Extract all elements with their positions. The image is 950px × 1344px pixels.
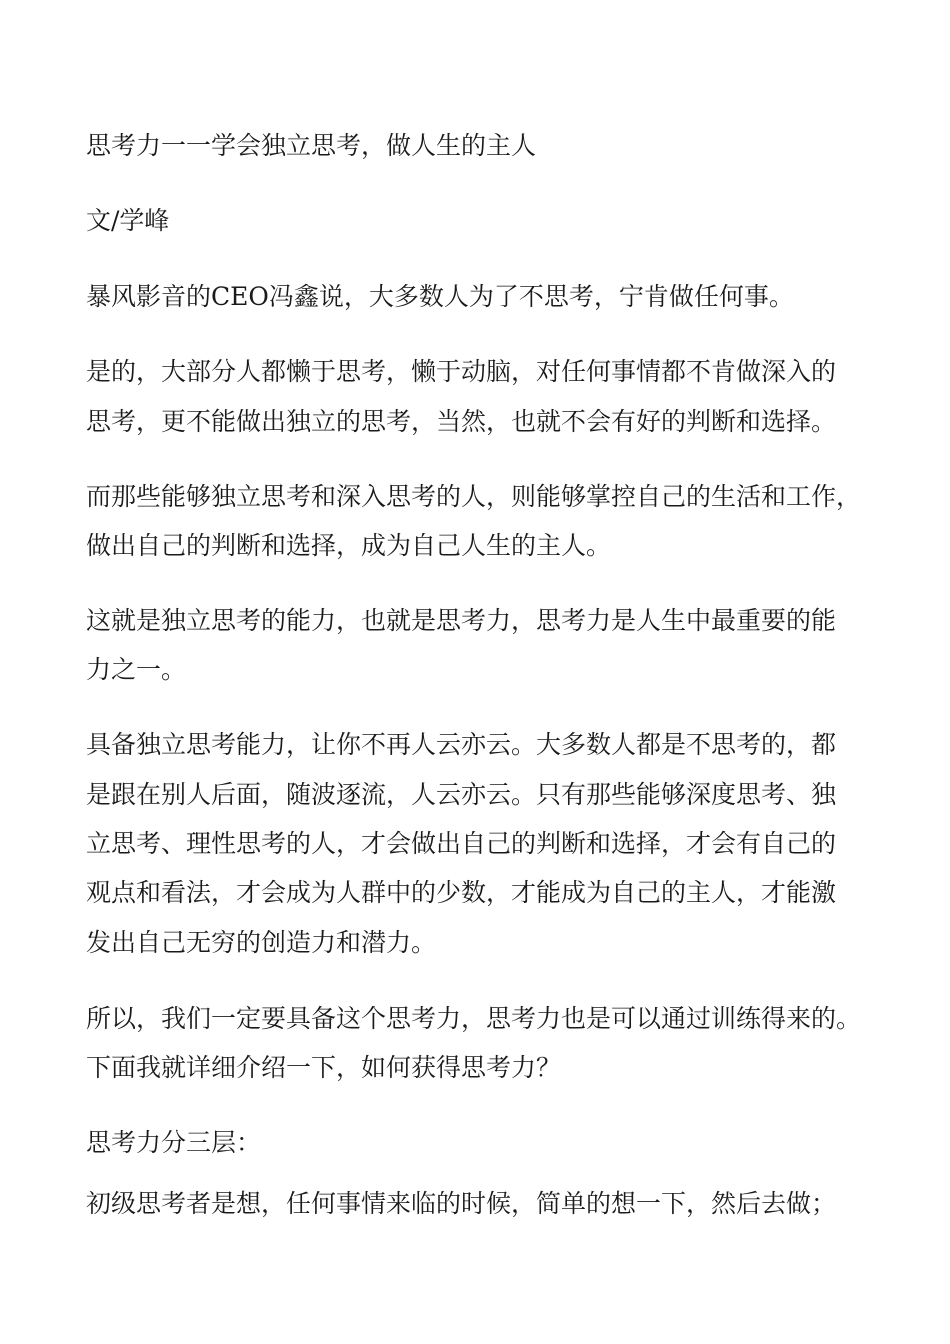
document-author: 文/学峰 — [86, 206, 170, 235]
paragraph-4-line-2: 力之一。 — [86, 655, 187, 684]
paragraph-5-line-2: 是跟在别人后面，随波逐流，人云亦云。只有那些能够深度思考、独 — [86, 780, 837, 809]
paragraph-5-line-3: 立思考、理性思考的人，才会做出自己的判断和选择，才会有自己的 — [86, 829, 837, 858]
paragraph-5-line-4: 观点和看法，才会成为人群中的少数，才能成为自己的主人，才能激 — [86, 878, 837, 907]
paragraph-3-line-1: 而那些能够独立思考和深入思考的人，则能够掌控自己的生活和工作， — [86, 482, 862, 511]
paragraph-5-line-5: 发出自己无穷的创造力和潜力。 — [86, 928, 437, 957]
paragraph-2-line-2: 思考，更不能做出独立的思考，当然，也就不会有好的判断和选择。 — [86, 407, 837, 436]
paragraph-4-line-1: 这就是独立思考的能力，也就是思考力，思考力是人生中最重要的能 — [86, 606, 837, 635]
document-title: 思考力一一学会独立思考，做人生的主人 — [86, 131, 537, 160]
paragraph-7-line-1: 思考力分三层： — [86, 1128, 262, 1157]
paragraph-6-line-1: 所以，我们一定要具备这个思考力，思考力也是可以通过训练得来的。 — [86, 1004, 862, 1033]
paragraph-5-line-1: 具备独立思考能力，让你不再人云亦云。大多数人都是不思考的，都 — [86, 730, 837, 759]
paragraph-3-line-2: 做出自己的判断和选择，成为自己人生的主人。 — [86, 531, 612, 560]
paragraph-2-line-1: 是的，大部分人都懒于思考，懒于动脑，对任何事情都不肯做深入的 — [86, 357, 837, 386]
paragraph-1-line-1: 暴风影音的CEO冯鑫说，大多数人为了不思考，宁肯做任何事。 — [86, 282, 794, 311]
paragraph-6-line-2: 下面我就详细介绍一下，如何获得思考力？ — [86, 1053, 562, 1082]
paragraph-8-line-1: 初级思考者是想，任何事情来临的时候，简单的想一下，然后去做； — [86, 1189, 837, 1218]
